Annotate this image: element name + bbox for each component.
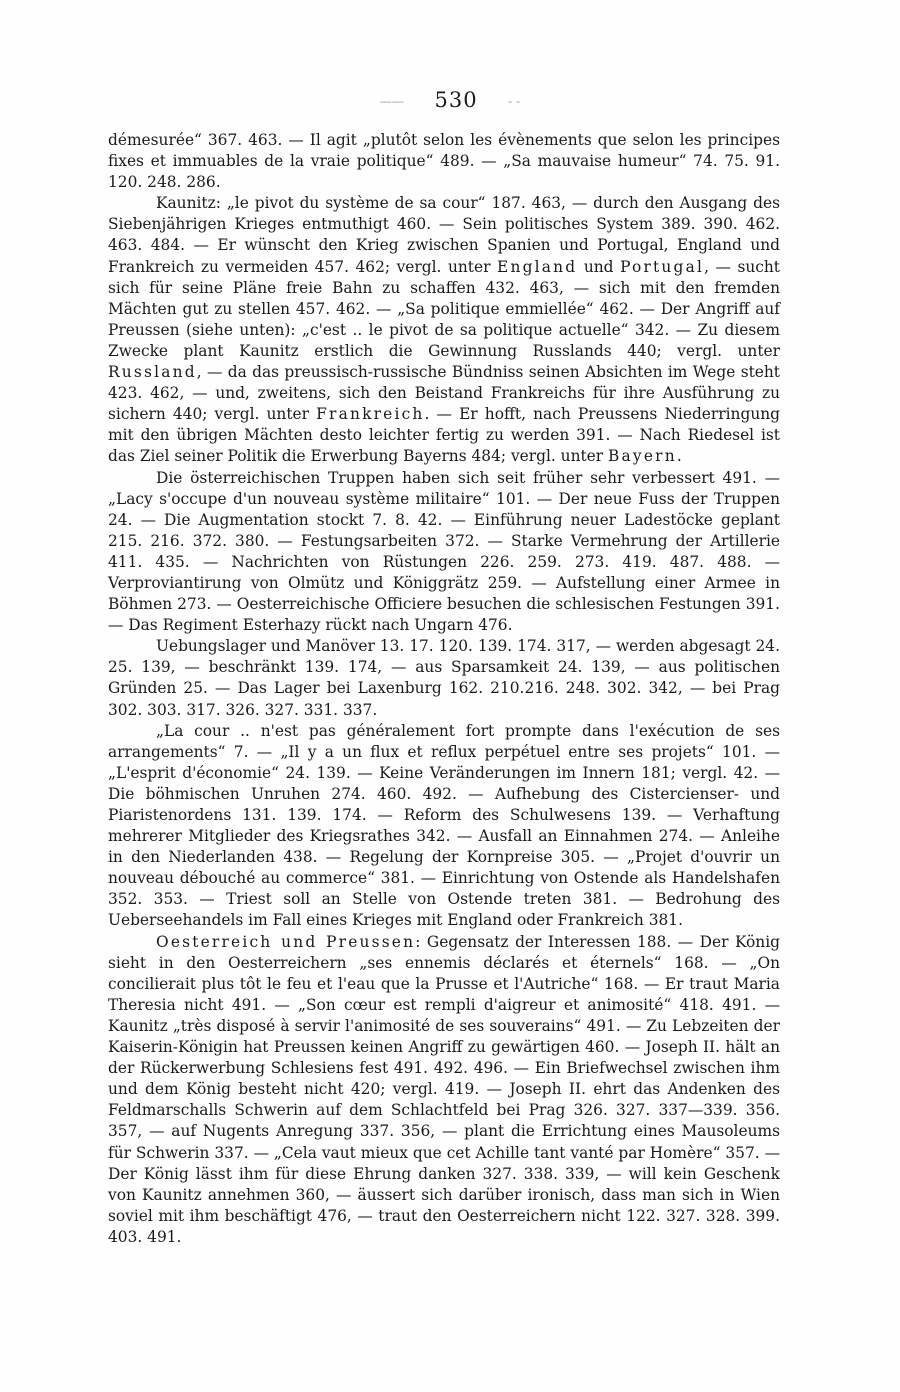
index-keyword: Russland (108, 363, 197, 382)
index-paragraph (108, 932, 780, 1248)
index-paragraph (108, 468, 780, 637)
page-number: 530 (434, 88, 478, 112)
index-keyword: Portugal (620, 257, 705, 276)
index-text: Kaunitz: „le pivot du système de sa cour“ 187. 463, — durch den Ausgang des Siebenjährigen Krieges entmuthigt 460. — Sein politisches System 389. 390. 462. 463. 484. — Er wünscht den Krieg zwischen Spanien und Portugal, England und Frankreich zu vermeiden 457. 462; vergl. unter (108, 194, 780, 276)
index-keyword: Oesterreich und Preussen (156, 932, 416, 951)
index-keyword: England (497, 257, 578, 276)
index-text: und (577, 257, 621, 276)
index-text: : Gegensatz der Interessen 188. — Der König sieht in den Oesterreichern „ses ennemis déclarés et éternels“ 168. — „On concilierait plus tôt le feu et l'eau que la Prusse et l'Autriche“ 168. — Er traut Maria Theresia nicht 491. — „Son cœur est rempli d'aigreur et animosité“ 418. 491. — Kaunitz „très disposé à servir l'animosité de ses souverains“ 491. — Zu Lebzeiten der Kaiserin-Königin hat Preussen keinen Angriff zu gewärtigen 460. — Joseph II. hält an der Rückerwerbung Schlesiens fest 491. 492. 496. — Ein Briefwechsel zwischen ihm und dem König besteht nicht 420; vergl. 419. — Joseph II. ehrt das Andenken des Feldmarschalls Schwerin auf dem Schlachtfeld bei Prag 326. 327. 337—339. 356. 357, — auf Nugents Anregung 337. 356, — plant die Errichtung eines Mausoleums für Schwerin 337. — „Cela vaut mieux que cet Achille tant vanté par Homère“ 357. — Der König lässt ihm für diese Ehrung danken 327. 338. 339, — will kein Geschenk von Kaunitz annehmen 360, — äussert sich darüber ironisch, dass man sich in Wien soviel mit ihm beschäftigt 476, — traut den Oesterreichern nicht 122. 327. 328. 399. 403. 491. (108, 932, 780, 1246)
index-paragraph (108, 130, 780, 193)
index-text: Uebungslager und Manöver 13. 17. 120. 139. 174. 317, — werden abgesagt 24. 25. 139, — beschränkt 139. 174, — aus Sparsamkeit 24. 139, — aus politischen Gründen 25. — Das Lager bei Laxenburg 162. 210.216. 248. 302. 342, — bei Prag 302. 303. 317. 326. 327. 331. 337. (108, 637, 780, 719)
index-text: . — Er hofft, nach Preussens Niederringung mit den übrigen Mächten desto leichter fertig zu werden 391. — Nach Riedesel ist das Ziel seiner Politik die Erwerbung Bayerns 484; vergl. unter (108, 405, 780, 466)
index-text: Die österreichischen Truppen haben sich seit früher sehr verbessert 491. — „Lacy s'occupe d'un nouveau système militaire“ 101. — Der neue Fuss der Truppen 24. — Die Augmentation stockt 7. 8. 42. — Einführung neuer Ladestöcke geplant 215. 216. 372. 380. — Festungsarbeiten 372. — Starke Vermehrung der Artillerie 411. 435. — Nachrichten von Rüstungen 226. 259. 273. 419. 487. 488. — Verproviantirung von Olmütz und Königgrätz 259. — Aufstellung einer Armee in Böhmen 273. — Oesterreichische Officiere besuchen die schlesischen Festungen 391. — Das Regiment Esterhazy rückt nach Ungarn 476. (108, 468, 780, 635)
index-text: , — sucht sich für seine Pläne freie Bahn zu schaffen 432. 463, — sich mit den fremden Mächten gut zu stellen 457. 462. — „Sa politique emmiellée“ 462. — Der Angriff auf Preussen (siehe unten): „c'est .. le pivot de sa politique actuelle“ 342. — Zu diesem Zwecke plant Kaunitz erstlich die Gewinnung Russlands 440; vergl. unter (108, 257, 780, 360)
index-keyword: Frankreich (316, 405, 425, 424)
index-text: „La cour .. n'est pas généralement fort prompte dans l'exécution de ses arrangements“ 7. — „Il y a un flux et reflux perpétuel entre ses projets“ 101. — „L'esprit d'économie“ 24. 139. — Keine Veränderungen im Innern 181; vergl. 42. — Die böhmischen Unruhen 274. 460. 492. — Aufhebung des Cistercienser- und Piaristenordens 131. 139. 174. — Reform des Schulwesens 139. — Verhaftung mehrerer Mitglieder des Kriegsrathes 342. — Ausfall an Einnahmen 274. — Anleihe in den Niederlanden 438. — Regelung der Kornpreise 305. — „Projet d'ouvrir un nouveau débouché au commerce“ 381. — Einrichtung von Ostende als Handelshafen 352. 353. — Triest soll an Stelle von Ostende treten 381. — Bedrohung des Ueberseehandels im Fall eines Krieges mit England oder Frankreich 381. (108, 721, 780, 930)
index-paragraph (108, 193, 780, 467)
index-paragraph (108, 721, 780, 932)
index-paragraph (108, 636, 780, 720)
index-text-body (108, 130, 780, 1248)
header-right-rule: - - (508, 94, 521, 109)
index-keyword: Bayern (608, 447, 677, 466)
header-left-rule: —— (379, 94, 404, 109)
index-text: . (676, 447, 682, 466)
index-text: , — da das preussisch-russische Bündniss seinen Absichten im Wege steht 423. 462, — und, zweitens, sich den Beistand Frankreichs für ihre Ausführung zu sichern 440; vergl. unter (108, 363, 780, 424)
index-text: démesurée“ 367. 463. — Il agit „plutôt selon les évènements que selon les principes fixes et immuables de la vraie politique“ 489. — „Sa mauvaise humeur“ 74. 75. 91. 120. 248. 286. (108, 131, 780, 192)
page-header (0, 88, 900, 112)
